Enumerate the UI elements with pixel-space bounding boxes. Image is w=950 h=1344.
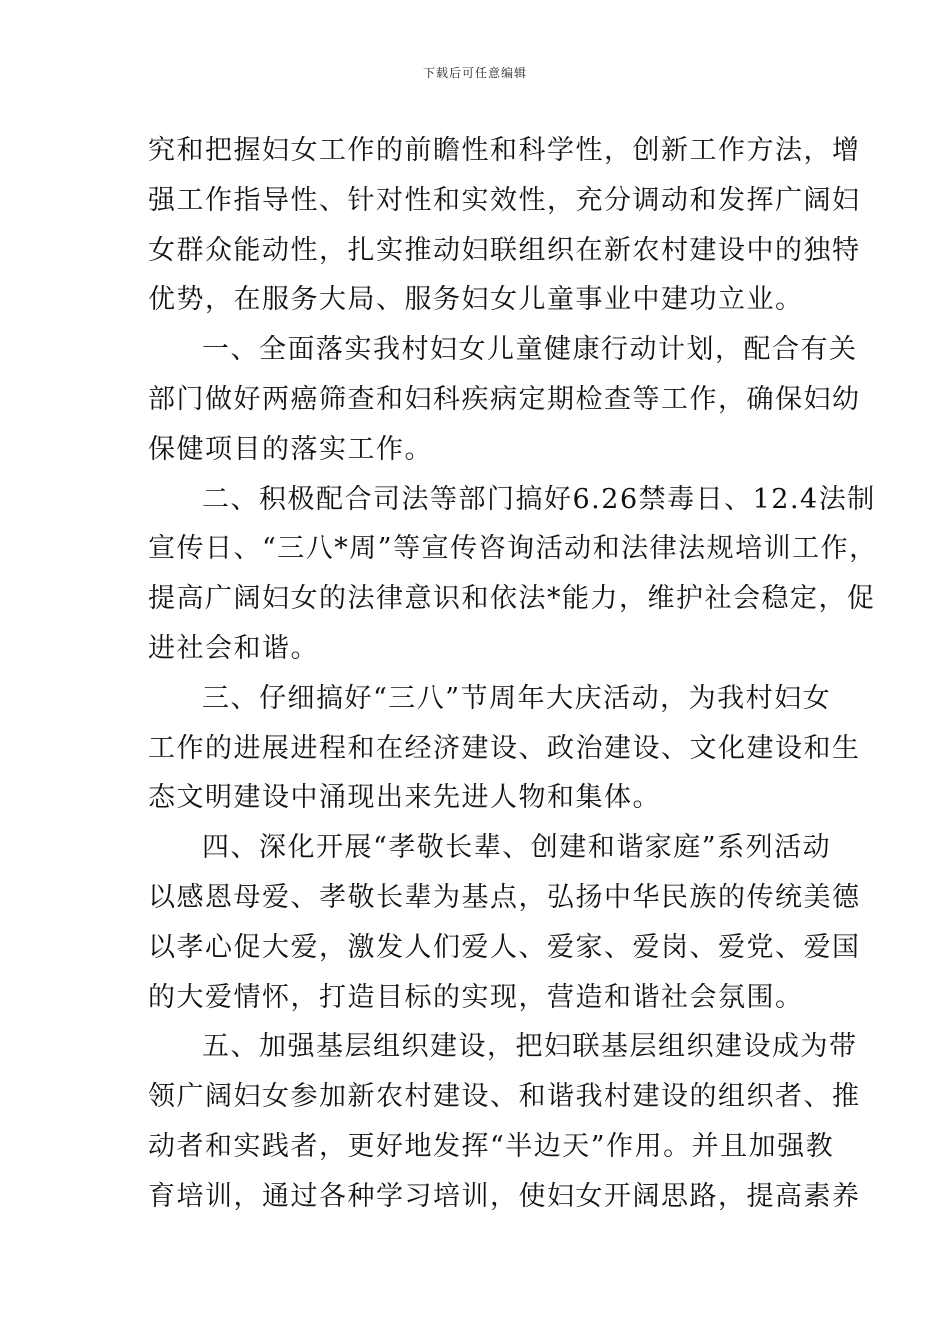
paragraph-start-2: 二、积极配合司法等部门搞好6.26禁毒日、12.4法制 [202,483,876,515]
text-line: 领广阔妇女参加新农村建设、和谐我村建设的组织者、推 [148,1081,861,1113]
paragraph-start-4: 四、深化开展“孝敬长辈、创建和谐家庭”系列活动 [202,832,832,864]
document-body [148,126,878,1222]
text-line: 以孝心促大爱，激发人们爱人、爱家、爱岗、爱党、爱国 [148,931,861,963]
text-line: 宣传日、“三八*周”等宣传咨询活动和法律法规培训工作， [148,533,878,565]
text-line: 进社会和谐。 [148,632,319,664]
text-line: 优势，在服务大局、服务妇女儿童事业中建功立业。 [148,284,804,316]
paragraph-start-1: 一、全面落实我村妇女儿童健康行动计划，配合有关 [202,334,858,366]
paragraph-start-5: 五、加强基层组织建设，把妇联基层组织建设成为带 [202,1031,858,1063]
text-line: 女群众能动性，扎实推动妇联组织在新农村建设中的独特 [148,234,861,266]
text-line: 工作的进展进程和在经济建设、政治建设、文化建设和生 [148,732,861,764]
text-line: 部门做好两癌筛查和妇科疾病定期检查等工作，确保妇幼 [148,383,861,415]
text-line: 态文明建设中涌现出来先进人物和集体。 [148,782,661,814]
text-line: 动者和实践者，更好地发挥“半边天”作用。并且加强教 [148,1130,835,1162]
paragraph-start-3: 三、仔细搞好“三八”节周年大庆活动，为我村妇女 [202,682,832,714]
text-line: 的大爱情怀，打造目标的实现，营造和谐社会氛围。 [148,981,804,1013]
text-line: 提高广阔妇女的法律意识和依法*能力，维护社会稳定，促 [148,583,876,615]
text-line: 以感恩母爱、孝敬长辈为基点，弘扬中华民族的传统美德 [148,881,861,913]
text-line: 育培训，通过各种学习培训，使妇女开阔思路，提高素养 [148,1180,861,1212]
text-line: 究和把握妇女工作的前瞻性和科学性，创新工作方法，增 [148,135,861,166]
text-line: 保健项目的落实工作。 [148,433,433,465]
page-header: 下载后可任意编辑 [422,66,527,80]
text-line: 强工作指导性、针对性和实效性，充分调动和发挥广阔妇 [148,184,861,216]
